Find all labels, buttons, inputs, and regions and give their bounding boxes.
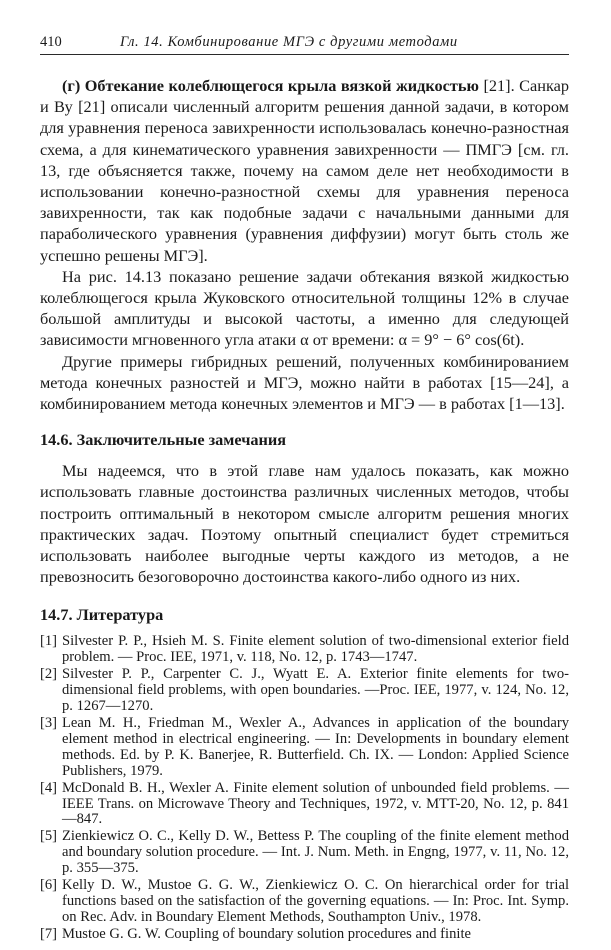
running-head	[40, 34, 569, 55]
section-14-7-title: 14.7. Литература	[40, 605, 164, 625]
reference-item	[40, 781, 569, 829]
reference-item	[40, 927, 569, 943]
reference-item	[40, 634, 569, 666]
reference-list	[40, 634, 569, 942]
reference-item	[40, 829, 569, 877]
paragraph-other-examples: Другие примеры гибридных решений, полученных комбинированием метода конечных разностей и МГЭ, можно найти в работах [15—24], а комбинированием метода конечных элементов и МГЭ — в работах [1—13].	[40, 351, 569, 414]
reference-text: Kelly D. W., Mustoe G. G. W., Zienkiewicz O. C. On hierarchical order for trial functions based on the satisfaction of the governing equations. — In: Proc. Int. Symp. on Rec. Adv. in Boundary Element Methods, Southampton Univ., 1978.	[62, 877, 569, 925]
reference-text: Silvester P. P., Hsieh M. S. Finite element solution of two-dimensional exterior field problem. — Proc. IEE, 1971, v. 118, No. 12, p. 1743—1747.	[62, 633, 569, 666]
subsection-cite-g: [21].	[478, 76, 515, 95]
reference-item	[40, 716, 569, 780]
reference-text: McDonald B. H., Wexler A. Finite element solution of unbounded field problems. — IEEE Trans. on Microwave Theory and Techniques, 1972, v. MTT-20, No. 12, p. 841—847.	[62, 779, 569, 828]
section-14-6-title: 14.6. Заключительные замечания	[40, 430, 287, 450]
reference-number: [6]	[40, 877, 58, 894]
reference-text: Zienkiewicz O. C., Kelly D. W., Bettess P. The coupling of the finite element method and boundary solution procedure. — Int. J. Num. Meth. in Engng, 1977, v. 11, No. 12, p. 355—375.	[62, 828, 569, 877]
paragraph-g	[40, 75, 569, 266]
reference-number: [2]	[40, 666, 58, 683]
paragraph-figure: На рис. 14.13 показано решение задачи обтекания вязкой жидкостью колеблющегося крыла Жуковского относительной толщины 12% в случае большой амплитуды и высокой частоты, а именно для следующей зависимости мгновенного угла атаки α от времени: α = 9° − 6° cos(6t).	[40, 266, 569, 350]
reference-item	[40, 667, 569, 715]
paragraph-g-text: Санкар и Ву [21] описали численный алгоритм решения данной задачи, в котором для уравнения переноса завихренности использовалась конечно-разностная схема, а для кинематического уравнения завихренности — ПМГЭ [см. гл. 13, где объясняется также, почему на самом деле нет необходимости в использовании конечно-разностной схемы для уравнения переноса завихренности, так как подобные задачи с начальными данными для параболического уравнения (уравнения диффузии) могут быть столь же успешно решены МГЭ].	[40, 76, 569, 265]
section-14-6-text: Мы надеемся, что в этой главе нам удалось показать, как можно использовать главные достоинства различных численных методов, чтобы построить оптимальный в некотором смысле алгоритм решения многих практических задач. Поэтому опытный специалист будет стремиться использовать наиболее выгодные черты каждого из методов, а не превозносить безоговорочно достоинства какого-либо одного из них.	[40, 461, 569, 587]
reference-number: [7]	[40, 925, 58, 942]
subsection-heading-g: (г) Обтекание колеблющегося крыла вязкой жидкостью	[62, 76, 479, 95]
running-title: Гл. 14. Комбинирование МГЭ с другими методами	[120, 34, 458, 50]
reference-number: [4]	[40, 779, 58, 796]
reference-text: Mustoe G. G. W. Coupling of boundary solution procedures and finite	[62, 925, 471, 942]
page-number: 410	[40, 34, 62, 50]
reference-number: [3]	[40, 715, 58, 731]
reference-number: [5]	[40, 828, 58, 845]
reference-text: Silvester P. P., Carpenter C. J., Wyatt E. A. Exterior finite elements for two-dimensional field problems, with open boundaries. —Proc. IEE, 1977, v. 124, No. 12, p. 1267—1270.	[62, 666, 569, 715]
reference-text: Lean M. H., Friedman M., Wexler A., Advances in application of the boundary element method in electrical engineering. — In: Developments in boundary element methods. Ed. by P. K. Banerjee, R. Butterfield. Ch. IX. — London: Applied Science Publishers, 1979.	[62, 715, 569, 779]
reference-item	[40, 878, 569, 926]
reference-number: [1]	[40, 633, 58, 650]
